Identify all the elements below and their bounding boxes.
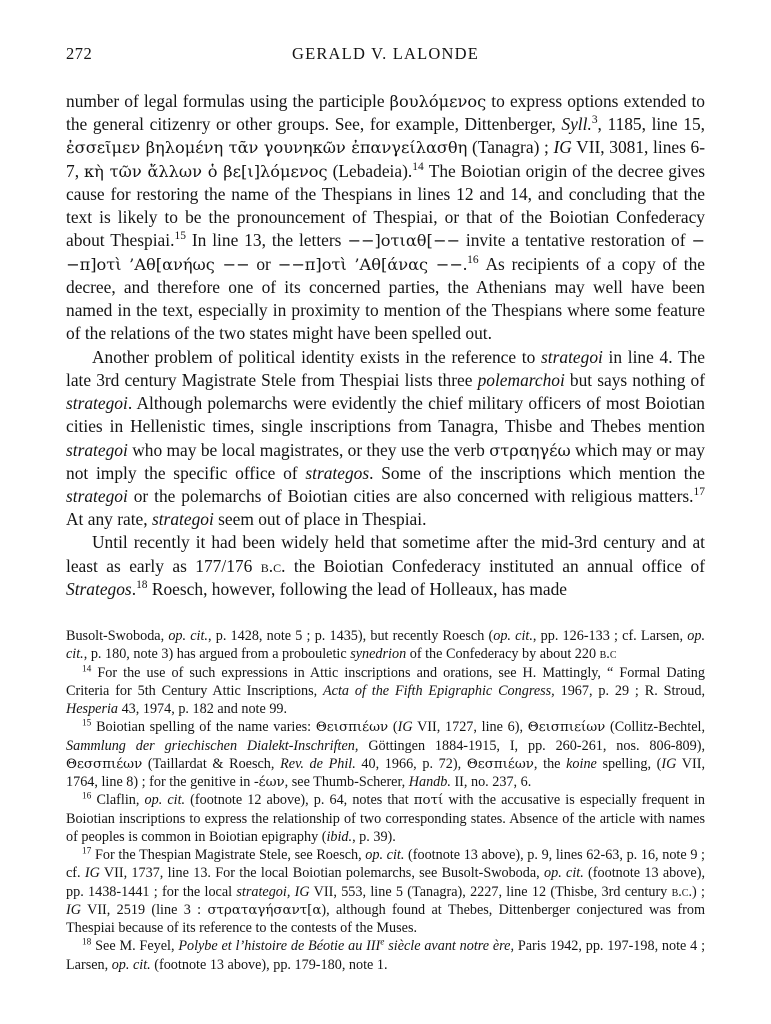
footnote: $^{16}$ Claflin, op. cit. (footnote 12 above), p. 64, notes that ποτί with the accusative is especially frequent in Boiotian inscriptions to express the relationship of two corresponding states. Absence of the article with names of peoples is common in Boiotian epigraphy (ibid., p. 39). — [66, 791, 706, 845]
footnote: Busolt-Swoboda, op. cit., p. 1428, note 5 ; p. 1435), but recently Roesch (op. cit., pp. 126-133 ; cf. Larsen, op. cit., p. 180, note 3) has argued from a probouletic synedrion of the Confederacy by about 220 b.c — [66, 628, 705, 663]
running-title: GERALD V. LALONDE — [291, 44, 480, 63]
page-header — [66, 44, 705, 74]
footnotes-section — [66, 627, 705, 974]
footnote: $^{18}$ See M. Feyel, Polybe et l’histoire de Béotie au IIIe siècle avant notre ère, Paris 1942, pp. 197-198, note 4 ; Larsen, op. cit. (footnote 13 above), pp. 179-180, note 1. — [66, 937, 706, 973]
body-paragraph: number of legal formulas using the participle βουλόμενος to express options extended to the general citizenry or other groups. See, for example, Dittenberger, Syll.$^3$, 1185, line 15, ἐσσεῖμεν βηλομένη τᾶν γουνηκῶν ἐπανγείλασθη (Tanagra) ; IG VII, 3081, lines 6-7, κὴ τῶν ἄλλων ὁ βε[ι]λόμενος (Lebadeia).$^{14}$ The Boiotian origin of the decree gives cause for restoring the name of the Thespians in lines 12 and 14, and concluding that the text is likely to be the pronouncement of Thespiai, or that of the Boiotian Confederacy about Thespiai.$^{15}$ In line 13, the letters −−]οτιαθ[−− invite a tentative restoration of −−π]οτὶ ’Αθ[ανήως −− or −−π]οτὶ ’Αθ[άνας −−.$^{16}$ As recipients of a copy of the decree, and therefore one of its concerned parties, the Athenians may well have been named in the text, especially in proximity to mention of the Thespians where some feature of the relations of the two states might have been spelled out. — [66, 91, 706, 344]
body-text — [66, 90, 705, 601]
body-paragraph: Another problem of political identity exists in the reference to strategoi in line 4. The late 3rd century Magistrate Stele from Thespiai lists three polemarchoi but says nothing of strategoi. Although polemarchs were evidently the chief military officers of most Boiotian cities in Hellenistic times, single inscriptions from Tanagra, Thisbe and Thebes mention strategoi who may be local magistrates, or they use the verb στραηγέω which may or may not imply the specific office of strategos. Some of the inscriptions which mention the strategoi or the polemarchs of Boiotian cities are also concerned with religious matters.$^{17}$ At any rate, strategoi seem out of place in Thespiai. — [66, 346, 705, 530]
footnote: $^{17}$ For the Thespian Magistrate Stele, see Roesch, op. cit. (footnote 13 above), p. 9, lines 62-63, p. 16, note 9 ; cf. IG VII, 1737, line 13. For the local Boiotian polemarchs, see Busolt-Swoboda, op. cit. (footnote 13 above), pp. 1438-1441 ; for the local strategoi, IG VII, 553, line 5 (Tanagra), 2227, line 12 (Thisbe, 3rd century b.c.) ; IG VII, 2519 (line 3 : στραταγήσαντ[α), although found at Thebes, Dittenberger conjectured was from Thespiai because of its reference to the contests of the Muses. — [66, 846, 705, 937]
page-number: 272 — [66, 44, 93, 63]
footnote: $^{14}$ For the use of such expressions in Attic inscriptions and orations, see H. Mattingly, “ Formal Dating Criteria for 5th Century Attic Inscriptions, Acta of the Fifth Epigraphic Congress, 1967, p. 29 ; R. Stroud, Hesperia 43, 1974, p. 182 and note 99. — [66, 663, 705, 718]
footnote: $^{15}$ Boiotian spelling of the name varies: Θεισπιέων (IG VII, 1727, line 6), Θεισπιείων (Collitz-Bechtel, Sammlung der griechischen Dialekt-Inschriften, Göttingen 1884-1915, I, pp. 260-261, nos. 806-809), Θεσσπιέων (Taillardat & Roesch, Rev. de Phil. 40, 1966, p. 72), Θεσπιέων, the koine spelling, (IG VII, 1764, line 8) ; for the genitive in -έων, see Thumb-Scherer, Handb. II, no. 237, 6. — [66, 718, 705, 791]
body-paragraph: Until recently it had been widely held that sometime after the mid-3rd century and at least as early as 177/176 b.c. the Boiotian Confederacy instituted an annual office of Strategos.$^{18}$ Roesch, however, following the lead of Holleaux, has made — [66, 532, 706, 599]
